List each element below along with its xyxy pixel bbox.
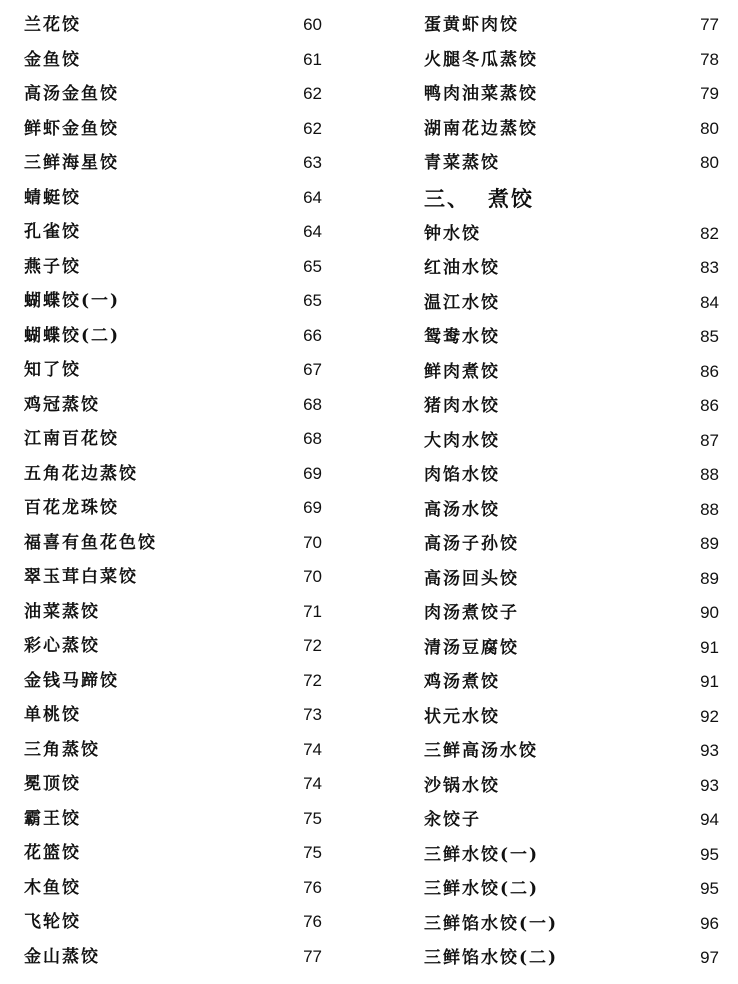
entry-page-number: 75 — [303, 843, 322, 862]
entry-title: 湖南花边蒸饺 — [424, 118, 538, 139]
toc-entry — [24, 250, 334, 285]
entry-page-number: 85 — [700, 327, 719, 346]
entry-title: 钟水饺 — [424, 223, 481, 244]
entry-title: 清汤豆腐饺 — [424, 637, 519, 658]
entry-page-number: 97 — [700, 948, 719, 967]
entry-title: 蜻蜓饺 — [24, 187, 81, 208]
entry-page-number: 68 — [303, 429, 322, 448]
entry-page-number: 84 — [700, 292, 719, 312]
entry-title: 蝴蝶饺(一) — [24, 291, 121, 311]
entry-page-number: 65 — [303, 291, 322, 310]
entry-page-number: 70 — [303, 532, 322, 552]
toc-entry — [420, 941, 725, 976]
entry-title: 五角花边蒸饺 — [24, 463, 138, 484]
toc-entry — [24, 940, 334, 975]
entry-title: 鲜肉煮饺 — [424, 361, 500, 382]
toc-entry — [24, 733, 334, 768]
entry-page-number: 70 — [303, 567, 322, 586]
entry-title: 三鲜海星饺 — [24, 153, 119, 173]
toc-entry — [420, 355, 725, 390]
entry-page-number: 60 — [303, 15, 322, 34]
toc-entry — [420, 769, 725, 804]
toc-entry — [24, 146, 334, 181]
entry-title: 油菜蒸饺 — [24, 601, 100, 622]
entry-page-number: 69 — [303, 498, 322, 517]
entry-title: 燕子饺 — [24, 256, 81, 277]
entry-title: 金山蒸饺 — [24, 946, 100, 967]
toc-entry — [420, 665, 725, 700]
entry-title: 火腿冬瓜蒸饺 — [424, 49, 538, 70]
entry-title: 三鲜水饺(二) — [424, 879, 540, 899]
entry-page-number: 91 — [700, 672, 719, 691]
toc-entry — [420, 631, 725, 666]
toc-entry — [24, 215, 334, 250]
entry-page-number: 61 — [303, 49, 322, 69]
toc-entry — [420, 320, 725, 355]
toc-left-column — [24, 8, 334, 974]
toc-entry — [24, 526, 334, 561]
entry-title: 鸡汤煮饺 — [424, 672, 500, 692]
entry-page-number: 62 — [303, 118, 322, 138]
toc-entry — [24, 388, 334, 423]
toc-entry — [420, 389, 725, 424]
toc-entry — [24, 181, 334, 216]
entry-title: 蛋黄虾肉饺 — [424, 15, 519, 35]
toc-entry — [420, 217, 725, 252]
toc-entry — [420, 286, 725, 321]
toc-entry — [24, 8, 334, 43]
entry-title: 花篮饺 — [24, 843, 81, 863]
entry-page-number: 76 — [303, 912, 322, 931]
entry-title: 福喜有鱼花色饺 — [24, 532, 157, 553]
entry-page-number: 64 — [303, 187, 322, 207]
toc-right-column — [420, 8, 725, 976]
entry-title: 孔雀饺 — [24, 222, 81, 242]
toc-entry — [24, 284, 334, 319]
entry-page-number: 88 — [700, 465, 719, 484]
entry-title: 单桃饺 — [24, 705, 81, 725]
toc-entry — [24, 698, 334, 733]
entry-title: 高汤回头饺 — [424, 568, 519, 589]
toc-entry — [24, 629, 334, 664]
toc-entry — [24, 319, 334, 354]
section-title: 煮饺 — [488, 186, 534, 211]
entry-page-number: 87 — [700, 430, 719, 450]
entry-page-number: 95 — [700, 879, 719, 898]
entry-page-number: 74 — [303, 739, 322, 759]
toc-entry — [420, 734, 725, 769]
toc-entry — [24, 836, 334, 871]
entry-title: 彩心蒸饺 — [24, 636, 100, 656]
entry-page-number: 92 — [700, 706, 719, 726]
entry-page-number: 62 — [303, 84, 322, 103]
entry-title: 三鲜馅水饺(二) — [424, 948, 559, 968]
entry-page-number: 93 — [700, 775, 719, 795]
entry-page-number: 77 — [303, 946, 322, 966]
entry-title: 三鲜高汤水饺 — [424, 741, 538, 761]
entry-page-number: 63 — [303, 153, 322, 172]
toc-entry — [24, 77, 334, 112]
toc-entry — [24, 802, 334, 837]
entry-title: 猪肉水饺 — [424, 396, 500, 416]
entry-page-number: 80 — [700, 118, 719, 138]
entry-page-number: 89 — [700, 534, 719, 553]
toc-entry — [24, 664, 334, 699]
entry-page-number: 74 — [303, 774, 322, 793]
entry-page-number: 91 — [700, 637, 719, 657]
toc-entry — [24, 43, 334, 78]
entry-page-number: 89 — [700, 568, 719, 588]
toc-entry — [420, 146, 725, 181]
entry-title: 三鲜馅水饺(一) — [424, 913, 559, 934]
section-heading — [420, 181, 725, 217]
entry-page-number: 67 — [303, 360, 322, 379]
toc-entry — [420, 43, 725, 78]
entry-title: 鲜虾金鱼饺 — [24, 118, 119, 139]
entry-page-number: 72 — [303, 636, 322, 655]
entry-page-number: 86 — [700, 396, 719, 415]
entry-title: 金钱马蹄饺 — [24, 670, 119, 691]
toc-entry — [420, 112, 725, 147]
toc-entry — [420, 872, 725, 907]
entry-title: 汆饺子 — [424, 810, 481, 830]
entry-title: 百花龙珠饺 — [24, 498, 119, 518]
entry-title: 三鲜水饺(一) — [424, 844, 540, 865]
entry-page-number: 86 — [700, 361, 719, 381]
toc-entry — [420, 838, 725, 873]
entry-page-number: 64 — [303, 222, 322, 241]
entry-title: 高汤金鱼饺 — [24, 84, 119, 104]
toc-entry — [24, 353, 334, 388]
entry-page-number: 75 — [303, 808, 322, 828]
toc-entry — [420, 493, 725, 528]
toc-entry — [24, 871, 334, 906]
toc-entry — [24, 595, 334, 630]
toc-entry — [420, 251, 725, 286]
entry-title: 鸳鸯水饺 — [424, 327, 500, 347]
entry-title: 知了饺 — [24, 360, 81, 380]
entry-title: 肉汤煮饺子 — [424, 603, 519, 623]
toc-entry — [24, 560, 334, 595]
toc-entry — [24, 491, 334, 526]
toc-entry — [420, 458, 725, 493]
entry-title: 飞轮饺 — [24, 912, 81, 932]
entry-page-number: 88 — [700, 499, 719, 519]
entry-title: 高汤水饺 — [424, 499, 500, 520]
entry-title: 金鱼饺 — [24, 49, 81, 70]
entry-title: 沙锅水饺 — [424, 775, 500, 796]
entry-title: 大肉水饺 — [424, 430, 500, 451]
entry-title: 鸡冠蒸饺 — [24, 394, 100, 415]
entry-title: 三角蒸饺 — [24, 739, 100, 760]
entry-title: 温江水饺 — [424, 292, 500, 313]
entry-page-number: 71 — [303, 601, 322, 621]
entry-page-number: 93 — [700, 741, 719, 760]
entry-page-number: 90 — [700, 603, 719, 622]
toc-entry — [420, 562, 725, 597]
toc-entry — [24, 767, 334, 802]
toc-entry — [24, 905, 334, 940]
entry-title: 翠玉茸白菜饺 — [24, 567, 138, 587]
entry-page-number: 82 — [700, 223, 719, 243]
entry-page-number: 78 — [700, 49, 719, 69]
toc-entry — [24, 422, 334, 457]
entry-title: 木鱼饺 — [24, 877, 81, 898]
entry-title: 霸王饺 — [24, 808, 81, 829]
toc-entry — [420, 424, 725, 459]
entry-title: 肉馅水饺 — [424, 465, 500, 485]
toc-entry — [420, 700, 725, 735]
section-number: 三、 — [424, 186, 470, 211]
entry-title: 高汤子孙饺 — [424, 534, 519, 554]
entry-page-number: 76 — [303, 877, 322, 897]
entry-page-number: 68 — [303, 394, 322, 414]
entry-page-number: 95 — [700, 844, 719, 864]
entry-title: 青菜蒸饺 — [424, 153, 500, 173]
entry-page-number: 80 — [700, 153, 719, 172]
entry-title: 鸭肉油菜蒸饺 — [424, 84, 538, 104]
entry-page-number: 79 — [700, 84, 719, 103]
toc-entry — [420, 907, 725, 942]
toc-entry — [420, 8, 725, 43]
toc-entry — [420, 596, 725, 631]
toc-entry — [420, 77, 725, 112]
toc-entry — [420, 803, 725, 838]
entry-title: 冕顶饺 — [24, 774, 81, 794]
entry-title: 蝴蝶饺(二) — [24, 325, 121, 346]
entry-page-number: 72 — [303, 670, 322, 690]
entry-page-number: 66 — [303, 325, 322, 345]
entry-page-number: 83 — [700, 258, 719, 277]
entry-page-number: 96 — [700, 913, 719, 933]
entry-page-number: 73 — [303, 705, 322, 724]
entry-page-number: 94 — [700, 810, 719, 829]
entry-title: 状元水饺 — [424, 706, 500, 727]
entry-page-number: 77 — [700, 15, 719, 34]
entry-title: 兰花饺 — [24, 15, 81, 35]
entry-title: 红油水饺 — [424, 258, 500, 278]
entry-page-number: 69 — [303, 463, 322, 483]
entry-page-number: 65 — [303, 256, 322, 276]
toc-entry — [420, 527, 725, 562]
toc-entry — [24, 457, 334, 492]
toc-entry — [24, 112, 334, 147]
entry-title: 江南百花饺 — [24, 429, 119, 449]
